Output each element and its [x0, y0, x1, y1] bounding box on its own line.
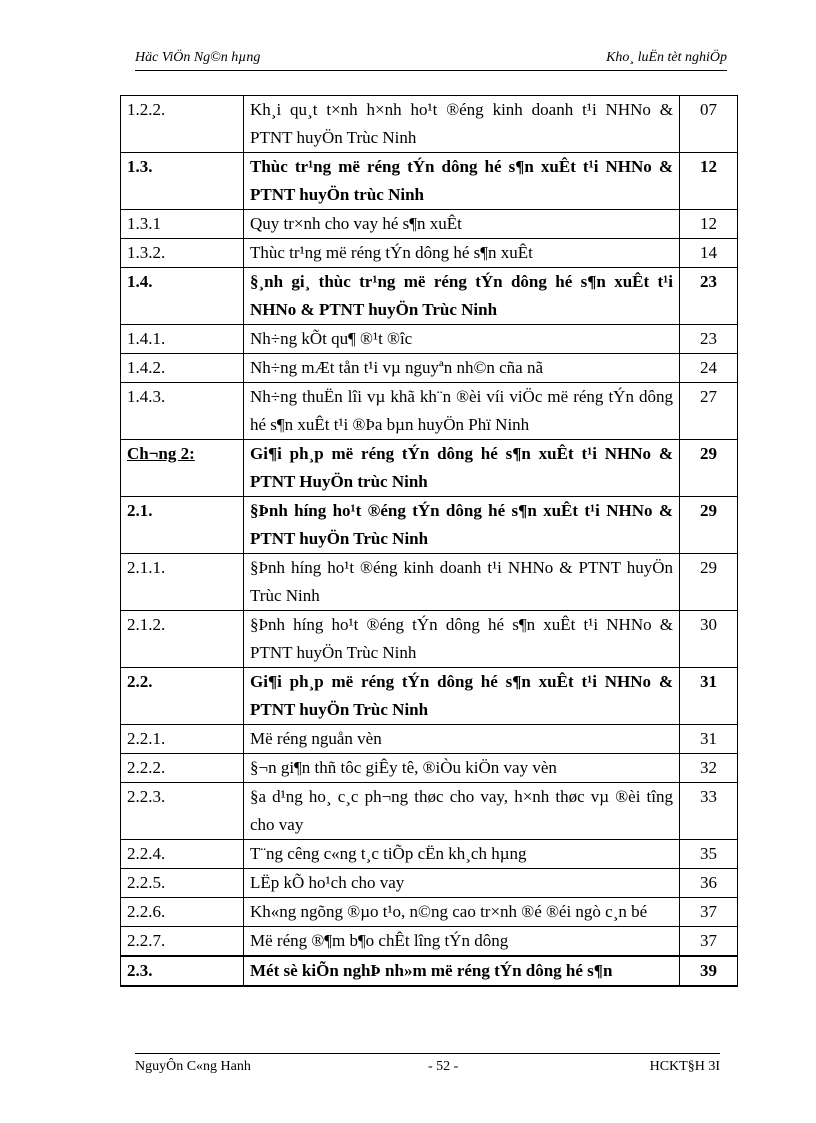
toc-page-number: 39 [680, 956, 738, 986]
toc-section-number: 2.2. [121, 668, 244, 725]
header-institution: Häc ViÖn Ng©n hµng [135, 50, 261, 65]
toc-row [121, 440, 738, 497]
toc-section-number: 2.2.1. [121, 725, 244, 754]
toc-page-number: 12 [680, 210, 738, 239]
toc-page-number: 35 [680, 840, 738, 869]
toc-section-title: §Þnh híng ho¹t ®éng tÝn dông hé s¶n xuÊt t¹i NHNo & PTNT huyÖn Trùc Ninh [244, 497, 680, 554]
toc-section-title: Më réng nguån vèn [244, 725, 680, 754]
toc-page-number: 29 [680, 440, 738, 497]
toc-section-number: 2.2.7. [121, 927, 244, 957]
toc-row [121, 210, 738, 239]
toc-section-number: 1.3. [121, 153, 244, 210]
toc-section-number: 2.2.2. [121, 754, 244, 783]
toc-page-number: 23 [680, 325, 738, 354]
toc-row [121, 383, 738, 440]
toc-section-number: 1.3.2. [121, 239, 244, 268]
toc-section-number: 2.1.2. [121, 611, 244, 668]
toc-section-title: §¬n gi¶n thñ tôc giÊy tê, ®iÒu kiÖn vay vèn [244, 754, 680, 783]
footer-page-number: - 52 - [428, 1059, 459, 1074]
toc-page-number: 32 [680, 754, 738, 783]
toc-section-number: 1.4. [121, 268, 244, 325]
toc-section-number: 1.3.1 [121, 210, 244, 239]
toc-section-number: 2.2.3. [121, 783, 244, 840]
toc-section-number: 1.4.1. [121, 325, 244, 354]
toc-section-number: 2.2.5. [121, 869, 244, 898]
toc-page-number: 29 [680, 497, 738, 554]
toc-section-title: Nh÷ng thuËn lîi vµ khã kh¨n ®èi víi viÖc më réng tÝn dông hé s¶n xuÊt t¹i ®Þa bµn huyÖn Phï Ninh [244, 383, 680, 440]
toc-row [121, 611, 738, 668]
toc-section-title: Gi¶i ph¸p më réng tÝn dông hé s¶n xuÊt t¹i NHNo & PTNT HuyÖn trùc Ninh [244, 440, 680, 497]
toc-page-number: 37 [680, 898, 738, 927]
page-header [135, 50, 727, 70]
toc-section-title: Nh÷ng mÆt tån t¹i vµ nguyªn nh©n cña nã [244, 354, 680, 383]
toc-page-number: 30 [680, 611, 738, 668]
toc-section-title: LËp kÕ ho¹ch cho vay [244, 869, 680, 898]
toc-page-number: 36 [680, 869, 738, 898]
toc-row [121, 497, 738, 554]
toc-row [121, 554, 738, 611]
toc-section-title: Thùc tr¹ng më réng tÝn dông hé s¶n xuÊt t¹i NHNo & PTNT huyÖn trùc Ninh [244, 153, 680, 210]
toc-section-title: Kh«ng ngõng ®µo t¹o, n©ng cao tr×nh ®é ®éi ngò c¸n bé [244, 898, 680, 927]
footer-class: HCKT§H 3I [649, 1059, 720, 1074]
toc-row [121, 668, 738, 725]
toc-section-number: 1.4.2. [121, 354, 244, 383]
toc-row [121, 239, 738, 268]
toc-row [121, 268, 738, 325]
toc-section-title: §Þnh híng ho¹t ®éng kinh doanh t¹i NHNo & PTNT huyÖn Trùc Ninh [244, 554, 680, 611]
toc-section-number: 2.3. [121, 956, 244, 986]
toc-row [121, 153, 738, 210]
toc-section-title: T¨ng cêng c«ng t¸c tiÕp cËn kh¸ch hµng [244, 840, 680, 869]
toc-page-number: 31 [680, 725, 738, 754]
toc-row [121, 354, 738, 383]
toc-page-number: 12 [680, 153, 738, 210]
toc-section-title: Kh¸i qu¸t t×nh h×nh ho¹t ®éng kinh doanh t¹i NHNo & PTNT huyÖn Trùc Ninh [244, 96, 680, 153]
toc-section-title: Nh÷ng kÕt qu¶ ®¹t ®îc [244, 325, 680, 354]
toc-row [121, 956, 738, 986]
toc-page-number: 31 [680, 668, 738, 725]
toc-row [121, 754, 738, 783]
toc-section-title: Mét sè kiÕn nghÞ nh»m më réng tÝn dông hé s¶n [244, 956, 680, 986]
toc-page-number: 27 [680, 383, 738, 440]
table-of-contents [120, 95, 738, 987]
toc-row [121, 898, 738, 927]
toc-page-number: 37 [680, 927, 738, 957]
toc-row [121, 869, 738, 898]
footer-author: NguyÔn C«ng Hanh [135, 1059, 251, 1074]
header-rule [135, 70, 727, 71]
toc-row [121, 96, 738, 153]
toc-page-number: 24 [680, 354, 738, 383]
footer-rule [135, 1053, 720, 1054]
toc-row [121, 840, 738, 869]
toc-page-number: 14 [680, 239, 738, 268]
toc-row [121, 783, 738, 840]
toc-section-number: 1.2.2. [121, 96, 244, 153]
toc-section-title: §¸nh gi¸ thùc tr¹ng më réng tÝn dông hé s¶n xuÊt t¹i NHNo & PTNT huyÖn Trùc Ninh [244, 268, 680, 325]
toc-section-number: 2.1.1. [121, 554, 244, 611]
header-document-type: Kho¸ luËn tèt nghiÖp [606, 50, 727, 65]
toc-row [121, 927, 738, 957]
toc-section-title: Thùc tr¹ng më réng tÝn dông hé s¶n xuÊt [244, 239, 680, 268]
toc-section-number: 2.1. [121, 497, 244, 554]
toc-row [121, 325, 738, 354]
toc-page-number: 23 [680, 268, 738, 325]
toc-section-number: 2.2.6. [121, 898, 244, 927]
toc-section-title: Gi¶i ph¸p më réng tÝn dông hé s¶n xuÊt t¹i NHNo & PTNT huyÖn Trùc Ninh [244, 668, 680, 725]
toc-page-number: 29 [680, 554, 738, 611]
toc-section-title: Më réng ®¶m b¶o chÊt lîng tÝn dông [244, 927, 680, 957]
toc-section-title: Quy tr×nh cho vay hé s¶n xuÊt [244, 210, 680, 239]
toc-page-number: 33 [680, 783, 738, 840]
toc-page-number: 07 [680, 96, 738, 153]
toc-row [121, 725, 738, 754]
toc-section-number: 2.2.4. [121, 840, 244, 869]
toc-section-title: §Þnh híng ho¹t ®éng tÝn dông hé s¶n xuÊt t¹i NHNo & PTNT huyÖn Trùc Ninh [244, 611, 680, 668]
toc-section-title: §a d¹ng ho¸ c¸c ph¬ng thøc cho vay, h×nh thøc vµ ®èi tîng cho vay [244, 783, 680, 840]
toc-section-number: 1.4.3. [121, 383, 244, 440]
toc-section-number: Ch¬ng 2: [121, 440, 244, 497]
